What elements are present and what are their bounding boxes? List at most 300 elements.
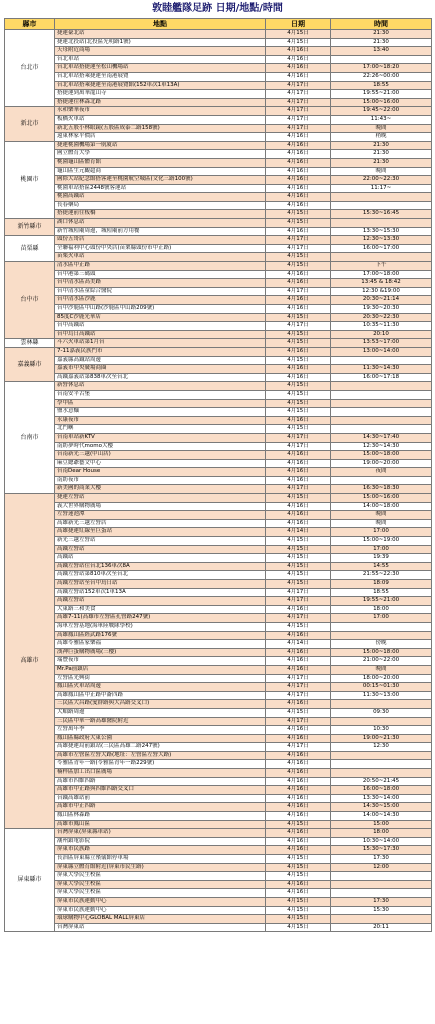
date-cell: 4月15日 — [266, 923, 331, 932]
table-header-row — [5, 19, 432, 30]
time-cell: 16:00~17:18 — [331, 373, 432, 382]
city-cell: 台中市 — [5, 262, 55, 339]
location-cell: 屏東市民族運動中心 — [55, 897, 266, 906]
time-cell — [331, 390, 432, 399]
location-cell: 高鐵左營站往台北136車次8A — [55, 562, 266, 571]
location-cell: 台北車站搭乘捷運至南港展覽 — [55, 72, 266, 81]
time-cell — [331, 880, 432, 889]
date-cell: 4月16日 — [266, 760, 331, 769]
date-cell: 4月15日 — [266, 906, 331, 915]
time-cell: 12:30~13:30 — [331, 236, 432, 245]
time-cell: 16:00~17:00 — [331, 244, 432, 253]
date-cell: 4月15日 — [266, 30, 331, 39]
time-cell: 20:10 — [331, 330, 432, 339]
location-cell: 環球購物中心GLOBAL MALL屏東店 — [55, 915, 266, 924]
time-cell: 14:00~18:00 — [331, 502, 432, 511]
time-cell: 10:30 — [331, 726, 432, 735]
table-row — [5, 511, 432, 520]
location-cell: 鳳山區林森路 — [55, 812, 266, 821]
location-cell: 台北車站 — [55, 55, 266, 64]
date-cell: 4月16日 — [266, 502, 331, 511]
date-cell: 4月16日 — [266, 700, 331, 709]
date-cell: 4月16日 — [266, 279, 331, 288]
table-row — [5, 622, 432, 631]
header-location: 地點 — [55, 19, 266, 30]
date-cell: 4月15日 — [266, 915, 331, 924]
table-row — [5, 98, 432, 107]
location-cell: 嘉義市中央廣場商圈 — [55, 365, 266, 374]
time-cell: 17:00~18:00 — [331, 270, 432, 279]
location-cell: 鳳山區火車站周邊 — [55, 683, 266, 692]
date-cell: 4月16日 — [266, 605, 331, 614]
location-cell: 桃園高鐵站 — [55, 193, 266, 202]
table-row — [5, 803, 432, 812]
time-cell: 17:30 — [331, 897, 432, 906]
table-row — [5, 837, 432, 846]
location-cell: 大東路三和美食 — [55, 605, 266, 614]
time-cell — [331, 622, 432, 631]
city-cell: 苗栗縣 — [5, 236, 55, 262]
location-cell: 台灣屏東站 — [55, 923, 266, 932]
location-cell: 新營休息站 — [55, 382, 266, 391]
date-cell: 4月15日 — [266, 408, 331, 417]
table-row — [5, 863, 432, 872]
table-row — [5, 846, 432, 855]
table-row — [5, 356, 432, 365]
date-cell: 4月15日 — [266, 494, 331, 503]
table-row — [5, 597, 432, 606]
time-cell — [331, 425, 432, 434]
location-cell: 楠梓區加工出口區廣場 — [55, 769, 266, 778]
table-row — [5, 416, 432, 425]
date-cell: 4月16日 — [266, 751, 331, 760]
table-row — [5, 494, 432, 503]
table-row — [5, 253, 432, 262]
location-cell: 台鐵高雄站前 — [55, 794, 266, 803]
table-row — [5, 124, 432, 133]
table-row — [5, 382, 432, 391]
table-row — [5, 786, 432, 795]
time-cell: 16:00~18:00 — [331, 786, 432, 795]
time-cell: 15:00~16:00 — [331, 98, 432, 107]
location-cell: 新光三越左營站 — [55, 537, 266, 546]
time-cell: 14:55 — [331, 562, 432, 571]
date-cell: 4月14日 — [266, 640, 331, 649]
time-cell — [331, 631, 432, 640]
table-row — [5, 399, 432, 408]
table-row — [5, 193, 432, 202]
location-cell: 屏東縣立體育館附近(屏東市民生路) — [55, 863, 266, 872]
location-cell: 台中烏日高鐵站 — [55, 330, 266, 339]
time-cell: 19:45~22:00 — [331, 107, 432, 116]
location-cell: 85度C沙鹿光華店 — [55, 313, 266, 322]
table-row — [5, 176, 432, 185]
city-cell: 桃園市 — [5, 141, 55, 218]
table-row — [5, 872, 432, 881]
table-row — [5, 923, 432, 932]
date-cell: 4月15日 — [266, 622, 331, 631]
table-row — [5, 107, 432, 116]
table-row — [5, 717, 432, 726]
location-cell: 學甲區 — [55, 399, 266, 408]
location-cell: 高鐵左營站第810車次至台北 — [55, 571, 266, 580]
table-row — [5, 115, 432, 124]
location-cell: 高雄苓雅區家樂福 — [55, 640, 266, 649]
time-cell: 12:30 &19:00 — [331, 287, 432, 296]
time-cell: 13:30~14:00 — [331, 794, 432, 803]
location-cell: 永康夜市 — [55, 416, 266, 425]
location-cell: 台南新光三越(中山店) — [55, 451, 266, 460]
table-row — [5, 769, 432, 778]
location-cell: 南紡夢時代momo大樓 — [55, 442, 266, 451]
table-row — [5, 820, 432, 829]
time-cell: 18:09 — [331, 580, 432, 589]
time-cell: 晚間 — [331, 124, 432, 133]
table-row — [5, 794, 432, 803]
location-cell: 瑞豐夜市 — [55, 657, 266, 666]
location-cell: 左營萬年季 — [55, 726, 266, 735]
time-cell: 14:30~17:40 — [331, 433, 432, 442]
time-cell: 22:26~00:00 — [331, 72, 432, 81]
table-row — [5, 700, 432, 709]
date-cell: 4月17日 — [266, 115, 331, 124]
table-row — [5, 777, 432, 786]
time-cell: 21:30 — [331, 150, 432, 159]
time-cell: 15:00~18:00 — [331, 451, 432, 460]
date-cell: 4月16日 — [266, 476, 331, 485]
time-cell: 21:00~22:00 — [331, 657, 432, 666]
time-cell — [331, 915, 432, 924]
table-row — [5, 459, 432, 468]
table-row — [5, 657, 432, 666]
location-cell: 龜山區生元觀超商 — [55, 167, 266, 176]
date-cell: 4月15日 — [266, 210, 331, 219]
location-cell: 麻豆總爺藝文中心 — [55, 459, 266, 468]
time-cell: 21:55~22:30 — [331, 571, 432, 580]
time-cell: 18:00~20:00 — [331, 674, 432, 683]
date-cell: 4月15日 — [266, 571, 331, 580]
date-cell: 4月16日 — [266, 511, 331, 520]
date-cell: 4月16日 — [266, 141, 331, 150]
date-cell: 4月15日 — [266, 219, 331, 228]
location-cell: 捷運左營站 — [55, 494, 266, 503]
date-cell: 4月17日 — [266, 236, 331, 245]
table-row — [5, 425, 432, 434]
location-cell: 頭份五哥店 — [55, 236, 266, 245]
date-cell: 4月17日 — [266, 683, 331, 692]
location-cell: 高鐵左營站 — [55, 545, 266, 554]
location-cell: 斗六火車站第1月台 — [55, 339, 266, 348]
location-cell: 高雄鳳山區經武路176號 — [55, 631, 266, 640]
location-cell: 高雄新光三越左營店 — [55, 519, 266, 528]
time-cell: 夜間 — [331, 468, 432, 477]
time-cell: 19:00~21:30 — [331, 734, 432, 743]
location-cell: 國際大站紀念館搭客運至桃園航空城區(文化三路100號) — [55, 176, 266, 185]
date-cell: 4月16日 — [266, 201, 331, 210]
city-cell: 新北市 — [5, 107, 55, 141]
location-cell: 長治區屏東縣立殯儀館停車場 — [55, 855, 266, 864]
date-cell: 4月15日 — [266, 262, 331, 271]
time-cell: 13:45 & 18:42 — [331, 279, 432, 288]
table-row — [5, 451, 432, 460]
location-cell: 高雄市左營區左營大路(地址：左營區左營大路) — [55, 751, 266, 760]
table-row — [5, 158, 432, 167]
time-cell — [331, 408, 432, 417]
date-cell: 4月15日 — [266, 537, 331, 546]
date-cell: 4月16日 — [266, 64, 331, 73]
table-row — [5, 605, 432, 614]
table-row — [5, 442, 432, 451]
date-cell: 4月16日 — [266, 657, 331, 666]
location-cell: 潮州鎮電影院 — [55, 837, 266, 846]
time-cell: 下午 — [331, 262, 432, 271]
location-cell: 屏東大學民生校區 — [55, 889, 266, 898]
date-cell: 4月16日 — [266, 803, 331, 812]
location-cell: 台中清水區童綜合醫院 — [55, 287, 266, 296]
date-cell: 4月16日 — [266, 296, 331, 305]
date-cell: 4月17日 — [266, 124, 331, 133]
date-cell: 4月17日 — [266, 674, 331, 683]
location-cell: 北門嶼 — [55, 425, 266, 434]
date-cell: 4月16日 — [266, 158, 331, 167]
date-cell: 4月16日 — [266, 837, 331, 846]
time-cell: 晚間 — [331, 167, 432, 176]
date-cell: 4月16日 — [266, 176, 331, 185]
location-cell: 高鐵左營站152車次1車13A — [55, 588, 266, 597]
time-cell: 15:00~18:00 — [331, 648, 432, 657]
date-cell: 4月16日 — [266, 812, 331, 821]
table-row — [5, 262, 432, 271]
time-cell: 10:30~14:00 — [331, 837, 432, 846]
time-cell: 11:30~13:00 — [331, 691, 432, 700]
table-row — [5, 734, 432, 743]
time-cell: 11:17~ — [331, 184, 432, 193]
table-row — [5, 339, 432, 348]
date-cell: 4月16日 — [266, 227, 331, 236]
date-cell: 4月16日 — [266, 47, 331, 56]
time-cell: 21:30 — [331, 30, 432, 39]
table-row — [5, 580, 432, 589]
time-cell — [331, 872, 432, 881]
location-cell: 高鐵站 — [55, 554, 266, 563]
location-cell: 新北五股小林眼鏡(五股區成泰二路158號) — [55, 124, 266, 133]
table-row — [5, 365, 432, 374]
location-cell: 高鐵左營站至台中鳥日站 — [55, 580, 266, 589]
date-cell: 4月15日 — [266, 38, 331, 47]
table-row — [5, 72, 432, 81]
time-cell — [331, 382, 432, 391]
table-row — [5, 244, 432, 253]
time-cell: 12:30~14:30 — [331, 442, 432, 451]
time-cell: 17:00 — [331, 545, 432, 554]
table-row — [5, 665, 432, 674]
date-cell: 4月15日 — [266, 580, 331, 589]
location-cell: 台北車站搭捷運至松山機場站 — [55, 64, 266, 73]
date-cell: 4月16日 — [266, 167, 331, 176]
date-cell: 4月16日 — [266, 193, 331, 202]
date-cell: 4月16日 — [266, 459, 331, 468]
date-cell: 4月17日 — [266, 81, 331, 90]
date-cell: 4月16日 — [266, 451, 331, 460]
time-cell: 11:30~14:30 — [331, 365, 432, 374]
table-row — [5, 133, 432, 142]
table-row — [5, 897, 432, 906]
table-row — [5, 279, 432, 288]
location-cell: 屏東大學民生校區 — [55, 880, 266, 889]
table-row — [5, 554, 432, 563]
time-cell: 15:30 — [331, 906, 432, 915]
date-cell: 4月16日 — [266, 55, 331, 64]
date-cell: 4月17日 — [266, 597, 331, 606]
date-cell: 4月15日 — [266, 820, 331, 829]
date-cell: 4月15日 — [266, 872, 331, 881]
location-cell: 台南安平古堡 — [55, 390, 266, 399]
location-cell: 捷運桃園機場第一航廈站 — [55, 141, 266, 150]
date-cell: 4月16日 — [266, 184, 331, 193]
location-cell: 高雄7-11(高雄市左營區孔營路247號) — [55, 614, 266, 623]
table-row — [5, 184, 432, 193]
date-cell: 4月16日 — [266, 726, 331, 735]
table-row — [5, 502, 432, 511]
date-cell: 4月16日 — [266, 786, 331, 795]
location-cell: 鹽水意麵 — [55, 408, 266, 417]
location-cell: 高雄市中正路與四維四路交叉口 — [55, 786, 266, 795]
date-cell: 4月17日 — [266, 743, 331, 752]
time-cell: 15:00~16:00 — [331, 494, 432, 503]
table-row — [5, 287, 432, 296]
time-cell: 15:30~16:45 — [331, 210, 432, 219]
location-cell: 搭捷運往林森北路 — [55, 98, 266, 107]
table-row — [5, 545, 432, 554]
location-cell: 桃園車站搭區2448號客運站 — [55, 184, 266, 193]
location-cell: 新美國的商業大樓 — [55, 485, 266, 494]
time-cell: 19:55~21:00 — [331, 90, 432, 99]
time-cell: 晚間 — [331, 511, 432, 520]
location-cell: 永和樂華夜市 — [55, 107, 266, 116]
table-row — [5, 855, 432, 864]
page-title: 敦睦艦隊足跡 日期/地點/時間 — [152, 3, 283, 14]
time-cell: 00:15~01:30 — [331, 683, 432, 692]
time-cell: 20:30~21:14 — [331, 296, 432, 305]
date-cell: 4月15日 — [266, 313, 331, 322]
location-cell: 台中清水區沙鹿 — [55, 296, 266, 305]
table-row — [5, 313, 432, 322]
table-row — [5, 915, 432, 924]
date-cell: 4月16日 — [266, 468, 331, 477]
location-cell: 高鐵左營站 — [55, 597, 266, 606]
date-cell: 4月17日 — [266, 485, 331, 494]
date-cell: 4月17日 — [266, 244, 331, 253]
date-cell: 4月15日 — [266, 425, 331, 434]
location-cell: 搭捷運到萬華龍山寺 — [55, 90, 266, 99]
table-row — [5, 38, 432, 47]
table-row — [5, 270, 432, 279]
time-cell: 13:30~15:30 — [331, 227, 432, 236]
time-cell — [331, 193, 432, 202]
time-cell: 22:00~22:30 — [331, 176, 432, 185]
table-row — [5, 588, 432, 597]
header-date: 日期 — [266, 19, 331, 30]
time-cell — [331, 760, 432, 769]
location-cell: 全聯福利中心頭份中央店(苗栗縣頭份市中正路) — [55, 244, 266, 253]
date-cell: 4月15日 — [266, 253, 331, 262]
location-cell: 捷運北投站(北投區光明路1號) — [55, 38, 266, 47]
time-cell: 09:30 — [331, 708, 432, 717]
schedule-table — [4, 18, 432, 932]
date-cell: 4月16日 — [266, 794, 331, 803]
date-cell: 4月17日 — [266, 588, 331, 597]
time-cell: 13:40 — [331, 47, 432, 56]
city-cell: 新竹縣市 — [5, 219, 55, 236]
city-cell: 雲林縣 — [5, 339, 55, 348]
table-row — [5, 640, 432, 649]
table-row — [5, 167, 432, 176]
time-cell: 19:55~21:00 — [331, 597, 432, 606]
time-cell — [331, 253, 432, 262]
date-cell: 4月16日 — [266, 365, 331, 374]
location-cell: 義大世界購物廣場 — [55, 502, 266, 511]
table-row — [5, 219, 432, 228]
location-cell: 清水區中正路 — [55, 262, 266, 271]
time-cell: 14:00~14:30 — [331, 812, 432, 821]
table-row — [5, 90, 432, 99]
table-row — [5, 751, 432, 760]
time-cell — [331, 219, 432, 228]
date-cell: 4月15日 — [266, 330, 331, 339]
time-cell: 13:53~17:00 — [331, 339, 432, 348]
table-row — [5, 81, 432, 90]
location-cell: 高雄市鳳山區 — [55, 820, 266, 829]
location-cell: 高雄捷運局前鎮站(三民區高雄二路247號) — [55, 743, 266, 752]
table-row — [5, 683, 432, 692]
time-cell: 18:00 — [331, 829, 432, 838]
time-cell — [331, 201, 432, 210]
table-row — [5, 537, 432, 546]
header-city: 縣市 — [5, 19, 55, 30]
time-cell — [331, 751, 432, 760]
date-cell: 4月17日 — [266, 614, 331, 623]
time-cell: 稍晚 — [331, 133, 432, 142]
date-cell: 4月16日 — [266, 150, 331, 159]
time-cell: 11:43~ — [331, 115, 432, 124]
date-cell: 4月16日 — [266, 373, 331, 382]
date-cell: 4月15日 — [266, 897, 331, 906]
time-cell: 13:00~14:00 — [331, 347, 432, 356]
location-cell: 海軍左營基地(海軍陸戰隊學校) — [55, 622, 266, 631]
table-row — [5, 150, 432, 159]
table-row — [5, 829, 432, 838]
time-cell: 18:00 — [331, 605, 432, 614]
table-row — [5, 631, 432, 640]
date-cell: 4月16日 — [266, 777, 331, 786]
time-cell: 12:00 — [331, 863, 432, 872]
date-cell: 4月17日 — [266, 107, 331, 116]
date-cell: 4月16日 — [266, 631, 331, 640]
table-row — [5, 322, 432, 331]
time-cell: 21:30 — [331, 158, 432, 167]
location-cell: 長春藥局 — [55, 201, 266, 210]
date-cell: 4月16日 — [266, 880, 331, 889]
time-cell: 14:30~15:00 — [331, 803, 432, 812]
date-cell: 4月16日 — [266, 665, 331, 674]
time-cell: 20:11 — [331, 923, 432, 932]
location-cell: 台灣屏東(屏東縣車站) — [55, 829, 266, 838]
time-cell: 晚間 — [331, 519, 432, 528]
location-cell: 桃園龜山區體育館 — [55, 158, 266, 167]
date-cell: 4月14日 — [266, 528, 331, 537]
location-cell: 屏東市民族運動中心 — [55, 906, 266, 915]
table-row — [5, 528, 432, 537]
